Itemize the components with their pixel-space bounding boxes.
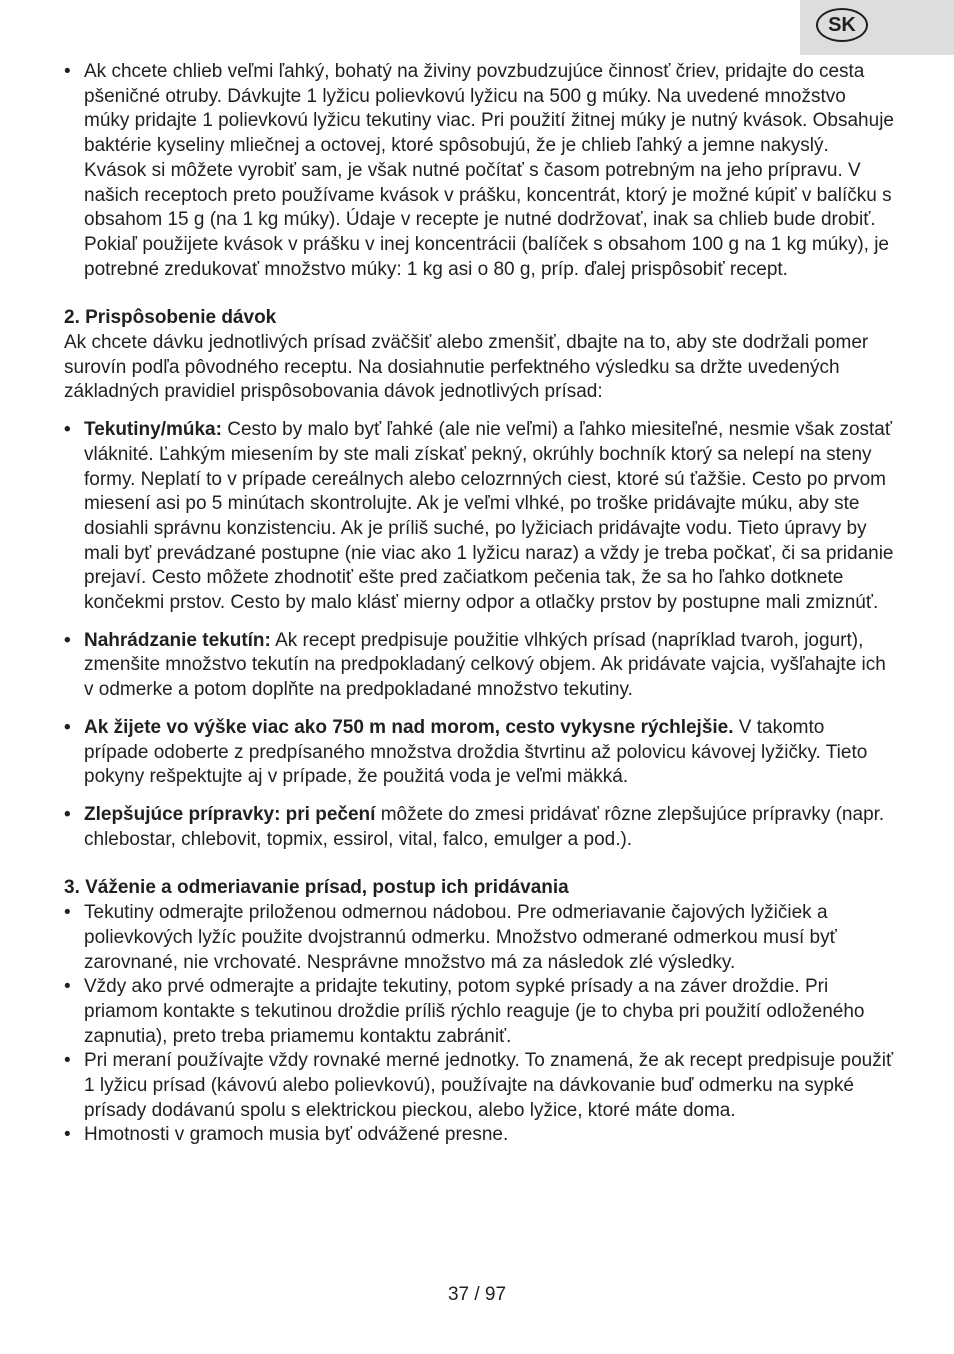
item-text: V takomto prípade odoberte z predpísaného množstva droždia štvrtinu až polovicu kávovej lyžičky. Tieto pokyny rešpektujte aj v prípade, že použitá voda je veľmi mäkká. — [84, 716, 868, 788]
bullet-icon: • — [64, 629, 71, 651]
item-term: Zlepšujúce prípravky: pri pečení — [84, 803, 376, 825]
list-item — [64, 1123, 894, 1148]
bullet-icon: • — [64, 419, 71, 441]
item-term: Ak žijete vo výške viac ako 750 m nad morom, cesto vykysne rýchlejšie. — [84, 716, 734, 738]
item-text: môžete do zmesi pridávať rôzne zlepšujúce prípravky (napr. chlebostar, chlebovit, topmix, essirol, vital, falco, emulger a pod.). — [84, 803, 885, 850]
section-heading-3: 3. Váženie a odmeriavanie prísad, postup ich pridávania — [64, 877, 569, 899]
bullet-icon: • — [64, 1050, 71, 1072]
bullet-icon: • — [64, 976, 71, 998]
item-text: Tekutiny odmerajte priloženou odmernou nádobou. Pre odmeriavanie čajových lyžičiek a polievkových lyžíc použite dvojstrannú odmerku. Množstvo odmerané odmerkou musí byť zarovnané, nie vrchovaté. Nesprávne množstvo má za následok zlé výsledky. — [84, 902, 837, 973]
bullet-text: Ak chcete chlieb veľmi ľahký, bohatý na živiny povzbudzujúce činnosť čriev, pridajte do cesta pšeničné otruby. Dávkujte 1 lyžicu polievkovú lyžicu na 500 g múky. Na uvedené množstvo múky pridajte 1 polievkovú lyžicu tekutiny viac. Pri použití žitnej múky je nutný kvások. Obsahuje baktérie kyseliny mliečnej a octovej, ktoré spôsobujú, že je chlieb ľahký a jemne nakyslý. Kvások si môžete vyrobiť sam, je však nutné počítať s časom potrebným na jeho prípravu. V našich receptoch preto používame kvások v prášku, koncentrát, ktorý je možné kúpiť v balíčku s obsahom 15 g (na 1 kg múky). Údaje v recepte je nutné dodržovať, inak sa chlieb bude drobiť. Pokiaľ použijete kvások v prášku v inej koncentrácii (balíček s obsahom 100 g na 1 kg múky), je potrebné zredukovať množstvo múky: 1 kg asi o 80 g, príp. ďalej prispôsobiť recept. — [84, 61, 894, 280]
page-content — [64, 60, 894, 1148]
bullet-icon: • — [64, 716, 71, 738]
item-term: Tekutiny/múka: — [84, 419, 222, 441]
list-item-intro — [64, 60, 894, 282]
list-item — [64, 901, 894, 975]
list-item — [64, 975, 894, 1049]
bullet-icon: • — [64, 61, 71, 82]
list-item — [64, 629, 894, 703]
list-item — [64, 716, 894, 790]
item-text: Pri meraní používajte vždy rovnaké merné jednotky. To znamená, že ak recept predpisuje použiť 1 lyžicu prísad (kávovú alebo polievkovú), používajte na dávkovanie buď odmerku na sypké prísady dodávanú spolu s elektrickou pieckou, alebo lyžice, ktoré máte doma. — [84, 1050, 894, 1121]
language-badge: SK — [816, 8, 868, 42]
list-item — [64, 803, 894, 852]
section-heading-2: 2. Prispôsobenie dávok — [64, 307, 277, 329]
list-item — [64, 1049, 894, 1123]
item-text: Vždy ako prvé odmerajte a pridajte tekutiny, potom sypké prísady a na záver droždie. Pri priamom kontakte s tekutinou droždie príliš rýchlo reaguje (je to chyba pri použití odloženého zapnutia), preto treba priamemu kontaktu zabrániť. — [84, 976, 865, 1047]
item-text: Cesto by malo byť ľahké (ale nie veľmi) a ľahko miesiteľné, nesmie však zostať vláknité. Ľahkým miesením by ste mali získať pekný, okrúhly bochník ktorý sa nelepí na steny formy. Neplatí to v prípade cereálnych alebo celozrnných ciest, ktoré sú ťažšie. Cesto po prvom miesení asi po 5 minútach skontrolujte. Ak je veľmi vlhké, po troške pridávajte múku, aby ste dosiahli správnu konzistenciu. Ak je príliš suché, po lyžiciach pridávajte vodu. Tieto úpravy by mali byť prevádzané postupne (nie viac ako 1 lyžicu naraz) a vždy je treba počkať, či sa pridanie prejaví. Cesto môžete zhodnotiť ešte pred začiatkom pečenia tak, že sa ho ľahko dotknete končekmi prstov. Cesto by malo klásť mierny odpor a otlačky prstov by postupne mali zmiznúť. — [84, 419, 894, 614]
bullet-icon: • — [64, 803, 71, 825]
item-term: Nahrádzanie tekutín: — [84, 629, 271, 651]
bullet-icon: • — [64, 902, 71, 924]
item-text: Ak recept predpisuje použitie vlhkých prísad (napríklad tvaroh, jogurt), zmenšite množstvo tekutín na predpokladaný celkový objem. Ak pridávate vajcia, vyšľahajte ich v odmerke a potom doplňte na predpokladané množstvo tekutiny. — [84, 629, 886, 701]
item-text: Hmotnosti v gramoch musia byť odvážené presne. — [84, 1124, 509, 1146]
list-item — [64, 418, 894, 616]
bullet-icon: • — [64, 1124, 71, 1146]
section-2-intro: Ak chcete dávku jednotlivých prísad zväčšiť alebo zmenšiť, dbajte na to, aby ste dodržali pomer surovín podľa pôvodného receptu. Na dosiahnutie perfektného výsledku sa držte uvedených základných pravidiel prispôsobovania dávok jednotlivých prísad: — [64, 332, 869, 403]
language-tab — [800, 0, 954, 55]
page-number: 37 / 97 — [447, 1284, 507, 1305]
